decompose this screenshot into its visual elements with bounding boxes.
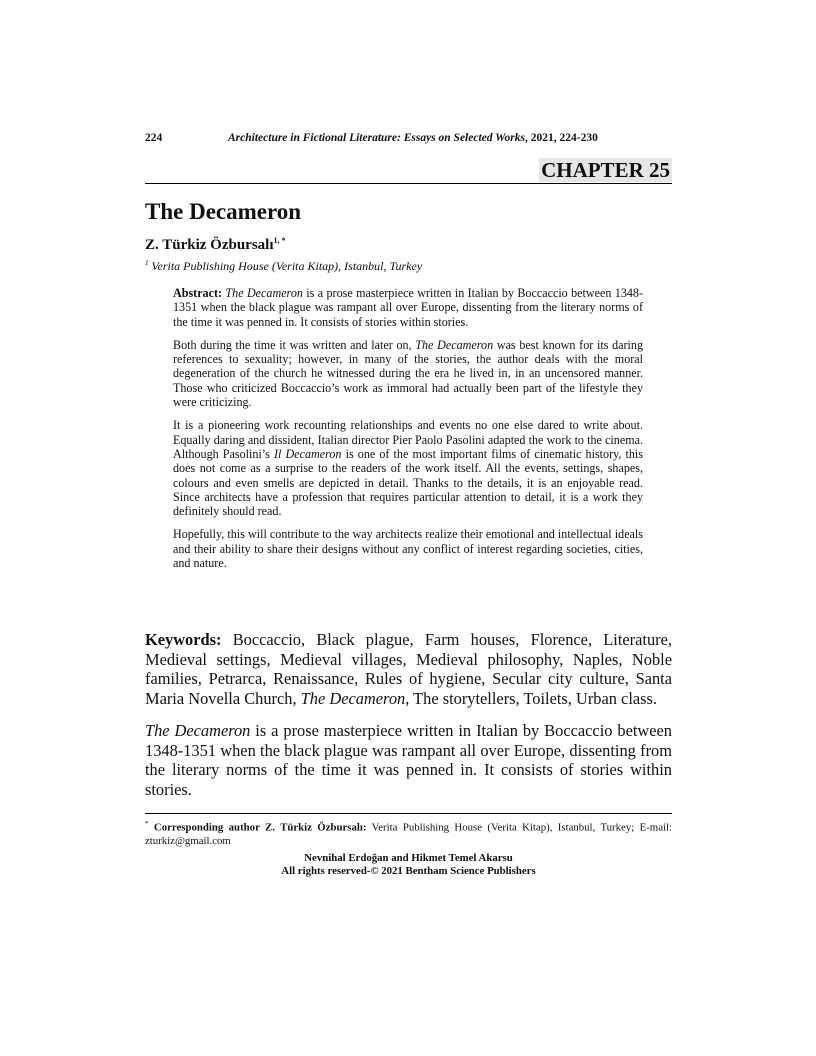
abstract-paragraph	[173, 338, 643, 409]
italic-title: The Decameron	[415, 337, 494, 352]
text: Both during the time it was written and later on,	[173, 337, 416, 352]
page-title: The Decameron	[145, 199, 302, 224]
header-divider	[145, 183, 672, 184]
page-number: 224	[145, 132, 163, 144]
abstract-label: Abstract:	[173, 286, 223, 300]
affiliation-sup: 1	[145, 259, 149, 267]
publisher-info	[145, 852, 672, 878]
abstract-paragraph	[173, 418, 643, 518]
chapter-label: CHAPTER 25	[541, 158, 670, 182]
italic-title: The Decameron	[225, 286, 303, 300]
journal-info: , 2021, 224-230	[525, 132, 598, 144]
italic-title: The Decameron	[145, 721, 251, 740]
text: is one of the most important films of cinematic history, this does not come as a surprise to the readers of the work itself. All the events, settings, shapes, colours and even smells are depicted in detail. Thanks to the details, it is an enjoyable read. Since architects have a profession that requires particular attention to detail, it is a work they definitely should read.	[173, 446, 643, 519]
abstract-paragraph: Hopefully, this will contribute to the way architects realize their emotional and intellectual ideals and their ability to share their designs without any conflict of interest regarding societies, cities, and nature.	[173, 527, 643, 571]
text: was best known for its daring references to sexuality; however, in many of the stories, the author deals with the moral degeneration of the church he witnessed during the era he lived in, in an uncensored manner. Those who criticized Boccaccio’s work as immoral had actually been part of the lifestyle they were criticizing.	[173, 337, 644, 410]
abstract-paragraph	[173, 286, 643, 329]
author-name: Z. Türkiz Özbursalı	[145, 237, 274, 253]
footnote-text: Verita Publishing House (Verita Kitap), Istanbul, Turkey; E-mail: zturkiz@gmail.com	[145, 821, 672, 847]
footnote-label: Corresponding author Z. Türkiz Özbursalı:	[153, 821, 367, 834]
text: is a prose masterpiece written in Italian by Boccaccio between 1348-1351 when the black plague was rampant all over Europe, dissenting from the literary norms of the time it was penned in. It consists of stories within stories.	[173, 286, 643, 329]
keywords	[145, 630, 672, 709]
italic-title: The Decameron	[300, 689, 406, 709]
copyright: All rights reserved-© 2021 Bentham Science Publishers	[281, 865, 536, 877]
affiliation	[145, 259, 422, 274]
italic-title: Il Decameron	[273, 446, 342, 461]
text: It is a pioneering work recounting relationships and events no one else dared to write about. Equally daring and dissident, Italian director Pier Paolo Pasolini adapted the work to the cinema. Although Pasolini’s	[173, 418, 643, 461]
keywords-list: Boccaccio, Black plague, Farm houses, Florence, Literature, Medieval settings, Medieval villages, Medieval philosophy, Naples, Noble families, Petrarca, Renaissance, Rules of hygiene, Secular city culture, Santa Maria Novella Church,	[145, 630, 672, 709]
editors: Nevnihal Erdoğan and Hikmet Temel Akarsu	[304, 852, 513, 864]
body-paragraph	[145, 721, 672, 800]
author	[145, 236, 286, 254]
abstract	[173, 286, 643, 579]
affiliation-text: Verita Publishing House (Verita Kitap), Istanbul, Turkey	[151, 259, 423, 273]
keywords-list: , The storytellers, Toilets, Urban class.	[405, 689, 658, 709]
text: is a prose masterpiece written in Italian by Boccaccio between 1348-1351 when the black plague was rampant all over Europe, dissenting from the literary norms of the time it was penned in. It consists of stories within stories.	[145, 721, 672, 800]
journal-name: Architecture in Fictional Literature: Essays on Selected Works	[228, 132, 525, 144]
footnote-divider	[145, 813, 672, 814]
journal-title	[228, 132, 598, 144]
footnote-sup: *	[145, 820, 149, 828]
footnote	[145, 818, 672, 848]
author-sup: 1, *	[273, 236, 286, 245]
keywords-label: Keywords:	[145, 630, 222, 649]
